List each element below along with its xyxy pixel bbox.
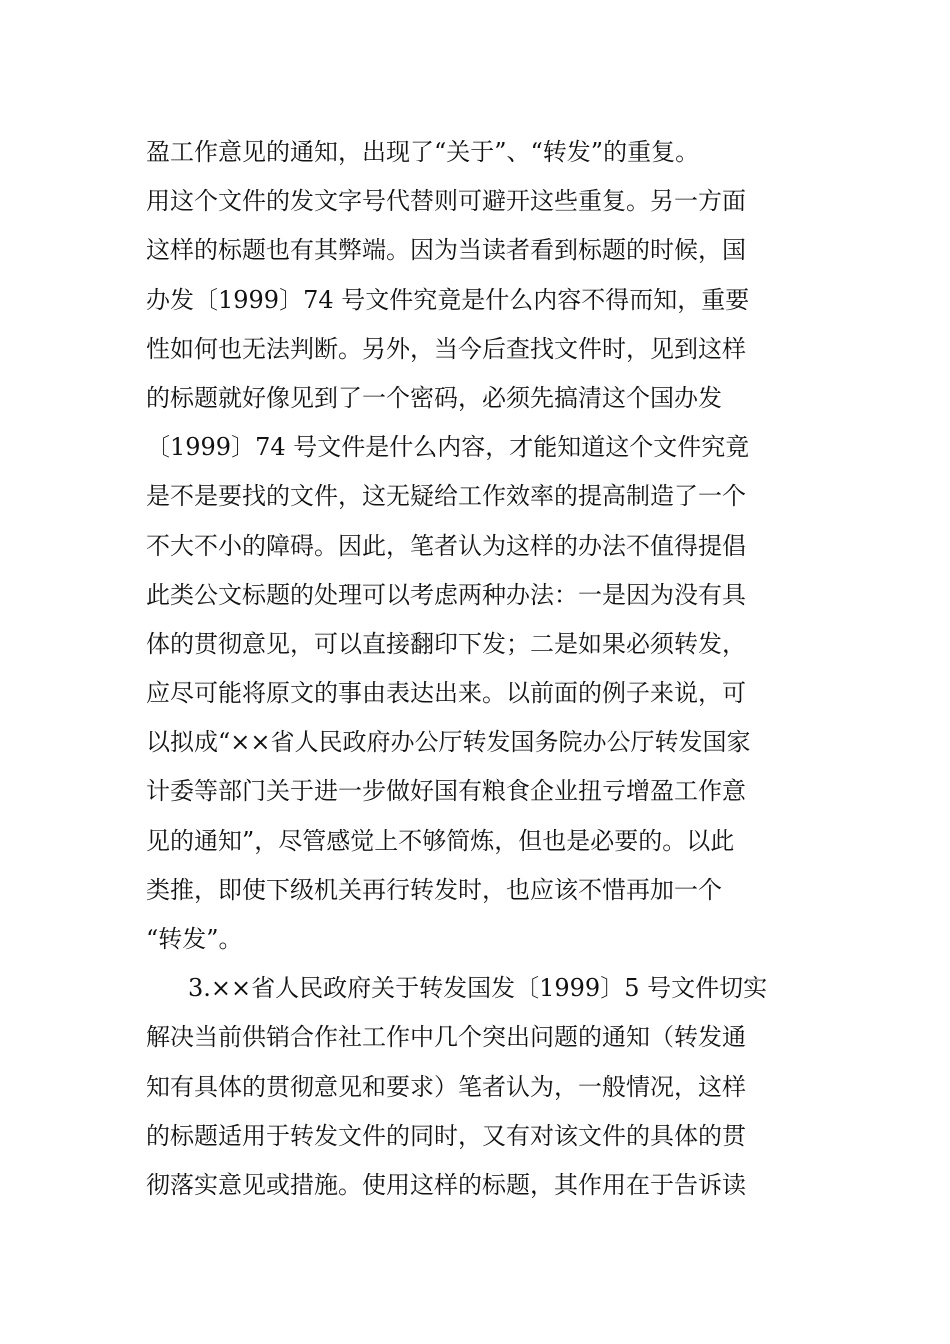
text-line: 盈工作意见的通知，出现了“关于”、“转发”的重复。: [146, 138, 700, 166]
text-line: 见的通知”，尽管感觉上不够简炼，但也是必要的。以此: [146, 826, 735, 855]
text-line: 是不是要找的文件，这无疑给工作效率的提高制造了一个: [146, 482, 746, 511]
text-line: 这样的标题也有其弊端。因为当读者看到标题的时候，国: [146, 236, 746, 265]
text-line: 解决当前供销合作社工作中几个突出问题的通知（转发通: [146, 1023, 746, 1052]
text-line: 的标题适用于转发文件的同时，又有对该文件的具体的贯: [146, 1121, 746, 1150]
text-line: 〔1999〕74 号文件是什么内容，才能知道这个文件究竟: [146, 433, 750, 462]
text-line: “转发”。: [146, 925, 243, 953]
text-line: 办发〔1999〕74 号文件究竟是什么内容不得而知，重要: [146, 285, 750, 314]
text-line: 体的贯彻意见，可以直接翻印下发；二是如果必须转发，: [146, 629, 746, 658]
text-line: 的标题就好像见到了一个密码，必须先搞清这个国办发: [146, 383, 722, 412]
text-line: 性如何也无法判断。另外，当今后查找文件时，见到这样: [146, 334, 746, 363]
text-line: 用这个文件的发文字号代替则可避开这些重复。另一方面: [146, 187, 746, 216]
text-line: 知有具体的贯彻意见和要求）笔者认为，一般情况，这样: [146, 1072, 746, 1101]
body-text: [146, 128, 816, 1210]
text-line: 类推，即使下级机关再行转发时，也应该不惜再加一个: [146, 875, 722, 904]
text-line: 以拟成“××省人民政府办公厅转发国务院办公厅转发国家: [146, 728, 751, 757]
text-line: 应尽可能将原文的事由表达出来。以前面的例子来说，可: [146, 679, 746, 708]
text-line: 此类公文标题的处理可以考虑两种办法：一是因为没有具: [146, 580, 746, 609]
text-line: 彻落实意见或措施。使用这样的标题，其作用在于告诉读: [146, 1170, 746, 1199]
text-line: 不大不小的障碍。因此，笔者认为这样的办法不值得提倡: [146, 531, 746, 560]
section-heading-line: 3.××省人民政府关于转发国发〔1999〕5 号文件切实: [188, 974, 768, 1003]
text-line: 计委等部门关于进一步做好国有粮食企业扭亏增盈工作意: [146, 777, 746, 806]
